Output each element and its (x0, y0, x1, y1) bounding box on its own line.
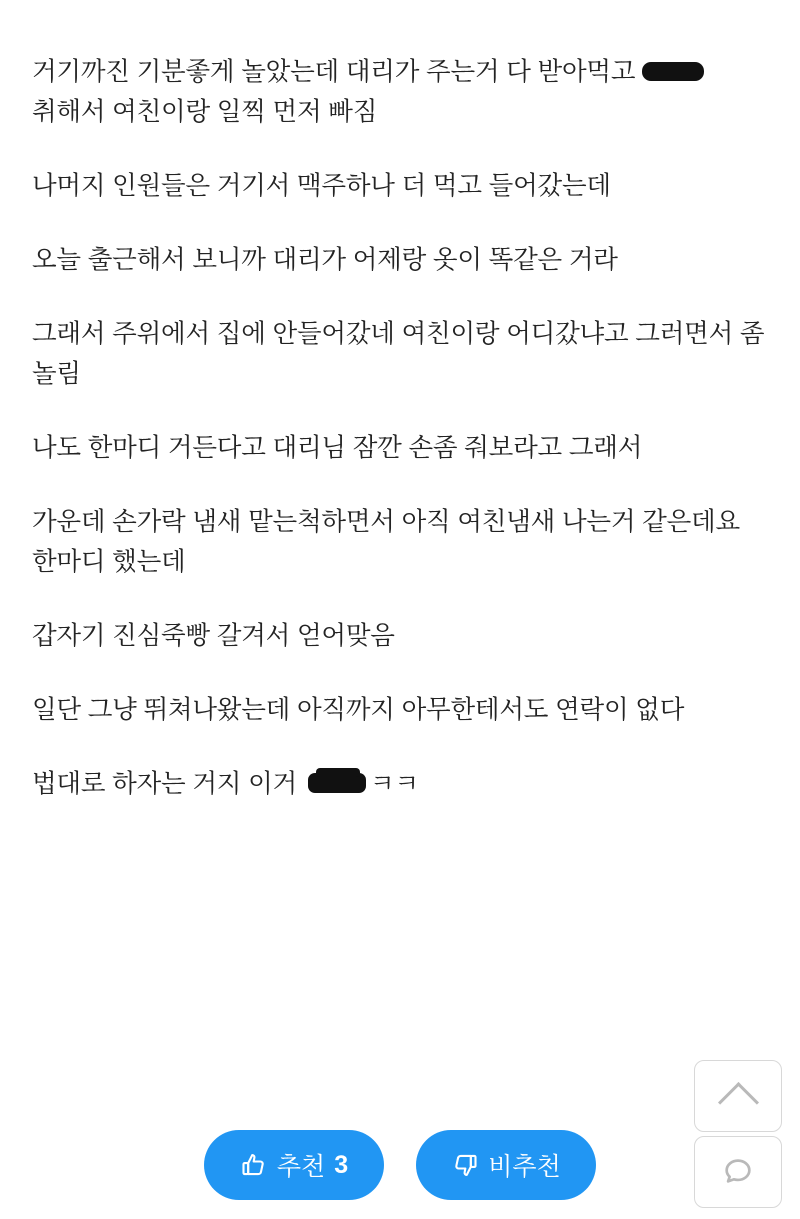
post-paragraph (32, 764, 772, 804)
post-paragraph (32, 616, 772, 656)
paragraph-text-before: 나머지 인원들은 거기서 맥주하나 더 먹고 들어갔는데 (32, 172, 611, 200)
downvote-button[interactable] (416, 1130, 596, 1200)
redaction-mark (308, 773, 366, 793)
paragraph-text-before: 갑자기 진심죽빵 갈겨서 얻어맞음 (32, 622, 395, 650)
post-paragraph (32, 428, 772, 468)
post-paragraph (32, 690, 772, 730)
post-paragraph (32, 240, 772, 280)
paragraph-text-before: 거기까진 기분좋게 놀았는데 대리가 주는거 다 받아먹고 (32, 58, 636, 86)
post-paragraph (32, 502, 772, 582)
post-body (32, 52, 772, 804)
upvote-label: 추천 (276, 1153, 326, 1181)
thumbs-down-icon (451, 1151, 479, 1179)
thumbs-up-icon (240, 1151, 268, 1179)
paragraph-text-after: 취해서 여친이랑 일찍 먼저 빠짐 (32, 98, 378, 126)
post-paragraph (32, 314, 772, 394)
redaction-mark (642, 62, 704, 81)
paragraph-text-before: 법대로 하자는 거지 이거 (32, 770, 297, 798)
post-paragraph (32, 166, 772, 206)
paragraph-text-before: 그래서 주위에서 집에 안들어갔네 여친이랑 어디갔냐고 그러면서 좀 놀림 (32, 320, 765, 388)
scroll-to-top-button[interactable] (694, 1060, 782, 1132)
downvote-label: 비추천 (488, 1153, 561, 1181)
comment-button[interactable] (694, 1136, 782, 1208)
paragraph-text-before: 일단 그냥 뛰쳐나왔는데 아직까지 아무한테서도 연락이 없다 (32, 696, 685, 724)
upvote-count: 3 (334, 1150, 349, 1179)
paragraph-text-before: 오늘 출근해서 보니까 대리가 어제랑 옷이 똑같은 거라 (32, 246, 618, 274)
comment-bubble-icon (721, 1153, 755, 1192)
upvote-button[interactable] (204, 1130, 384, 1200)
paragraph-text-before: 가운데 손가락 냄새 맡는척하면서 아직 여친냄새 나는거 같은데요 한마디 했는데 (32, 508, 740, 576)
chevron-up-icon (717, 1081, 758, 1122)
post-paragraph (32, 52, 772, 132)
paragraph-text-before: 나도 한마디 거든다고 대리님 잠깐 손좀 줘보라고 그래서 (32, 434, 643, 462)
paragraph-text-after: ㅋㅋ (369, 770, 419, 798)
vote-bar (0, 1130, 800, 1200)
